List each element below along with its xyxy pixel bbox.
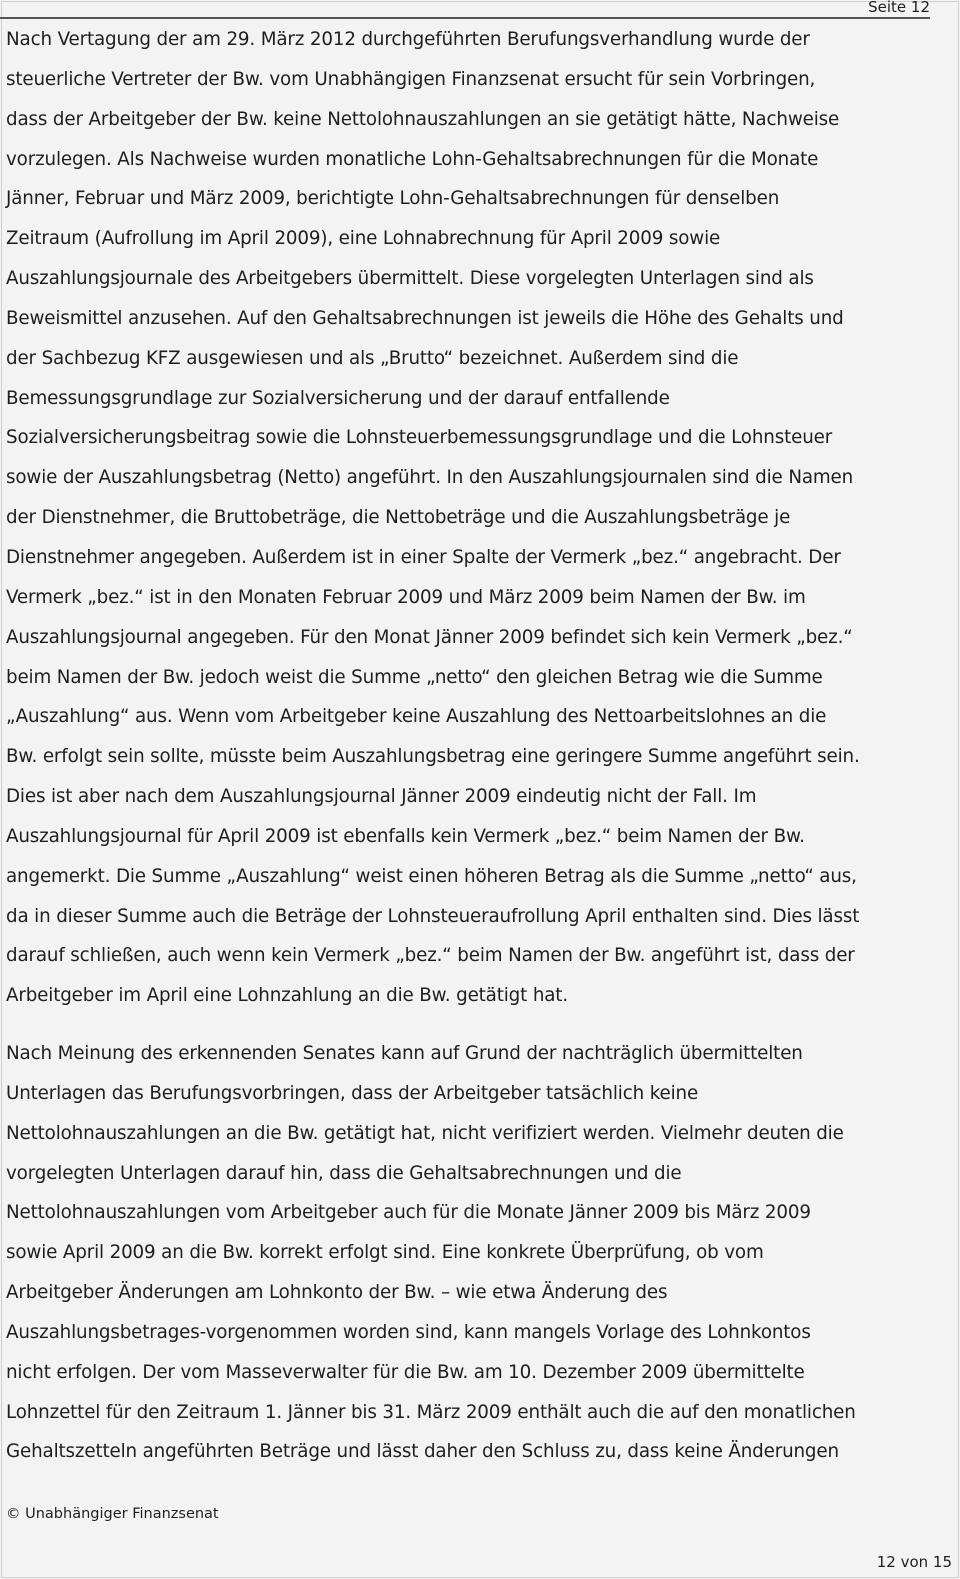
text-line: der Dienstnehmer, die Bruttobeträge, die Nettobeträge und die Auszahlungsbeträge je <box>6 507 791 529</box>
text-line: Dies ist aber nach dem Auszahlungsjournal Jänner 2009 eindeutig nicht der Fall. Im <box>6 786 757 808</box>
text-line: steuerliche Vertreter der Bw. vom Unabhängigen Finanzsenat ersucht für sein Vorbringen, <box>6 68 816 90</box>
paragraph-1 <box>6 20 860 1016</box>
text-line: sowie April 2009 an die Bw. korrekt erfolgt sind. Eine konkrete Überprüfung, ob vom <box>6 1242 764 1264</box>
paragraph-2 <box>6 1034 856 1472</box>
text-line: Beweismittel anzusehen. Auf den Gehaltsabrechnungen ist jeweils die Höhe des Gehalts und <box>6 307 844 329</box>
text-line: da in dieser Summe auch die Beträge der Lohnsteueraufrollung April enthalten sind. Dies lässt <box>6 905 860 927</box>
text-line: beim Namen der Bw. jedoch weist die Summe „netto“ den gleichen Betrag wie die Summe <box>6 666 823 688</box>
footer-copyright: © Unabhängiger Finanzsenat <box>6 1506 219 1522</box>
text-line: Arbeitgeber Änderungen am Lohnkonto der Bw. – wie etwa Änderung des <box>6 1282 668 1304</box>
page-header-label: Seite 12 <box>868 0 930 16</box>
text-line: Unterlagen das Berufungsvorbringen, dass der Arbeitgeber tatsächlich keine <box>6 1082 699 1104</box>
page-count: 12 von 15 <box>876 1553 952 1571</box>
text-line: Nettolohnauszahlungen vom Arbeitgeber auch für die Monate Jänner 2009 bis März 2009 <box>6 1202 811 1224</box>
text-line: Nach Vertagung der am 29. März 2012 durchgeführten Berufungsverhandlung wurde der <box>6 29 810 50</box>
text-line: Auszahlungsjournal für April 2009 ist ebenfalls kein Vermerk „bez.“ beim Namen der Bw. <box>6 825 805 847</box>
text-line: Sozialversicherungsbeitrag sowie die Lohnsteuerbemessungsgrundlage und die Lohnsteuer <box>6 427 833 449</box>
text-line: Arbeitgeber im April eine Lohnzahlung an die Bw. getätigt hat. <box>6 985 568 1007</box>
text-line: Bemessungsgrundlage zur Sozialversicherung und der darauf entfallende <box>6 387 670 409</box>
text-line: Dienstnehmer angegeben. Außerdem ist in einer Spalte der Vermerk „bez.“ angebracht. Der <box>6 546 841 568</box>
text-line: Bw. erfolgt sein sollte, müsste beim Auszahlungsbetrag eine geringere Summe angeführt sein. <box>6 746 860 768</box>
header-rule <box>0 17 930 19</box>
text-line: vorgelegten Unterlagen darauf hin, dass die Gehaltsabrechnungen und die <box>6 1162 682 1184</box>
text-line: sowie der Auszahlungsbetrag (Netto) angeführt. In den Auszahlungsjournalen sind die Namen <box>6 467 854 489</box>
text-line: darauf schließen, auch wenn kein Vermerk „bez.“ beim Namen der Bw. angeführt ist, dass der <box>6 945 855 967</box>
text-line: vorzulegen. Als Nachweise wurden monatliche Lohn-Gehaltsabrechnungen für die Monate <box>6 148 819 170</box>
text-line: angemerkt. Die Summe „Auszahlung“ weist einen höheren Betrag als die Summe „netto“ aus, <box>6 865 857 887</box>
text-line: Lohnzettel für den Zeitraum 1. Jänner bis 31. März 2009 enthält auch die auf den monatlichen <box>6 1401 856 1423</box>
text-line: nicht erfolgen. Der vom Masseverwalter für die Bw. am 10. Dezember 2009 übermittelte <box>6 1361 805 1383</box>
text-line: Zeitraum (Aufrollung im April 2009), eine Lohnabrechnung für April 2009 sowie <box>6 228 721 250</box>
text-line: Jänner, Februar und März 2009, berichtigte Lohn-Gehaltsabrechnungen für denselben <box>6 188 780 210</box>
text-line: Vermerk „bez.“ ist in den Monaten Februar 2009 und März 2009 beim Namen der Bw. im <box>6 586 806 608</box>
text-line: Nettolohnauszahlungen an die Bw. getätigt hat, nicht verifiziert werden. Vielmehr deuten die <box>6 1122 844 1144</box>
text-line: dass der Arbeitgeber der Bw. keine Nettolohnauszahlungen an sie getätigt hätte, Nachweise <box>6 108 840 130</box>
text-line: Auszahlungsbetrages-vorgenommen worden sind, kann mangels Vorlage des Lohnkontos <box>6 1321 811 1343</box>
text-line: Auszahlungsjournale des Arbeitgebers übermittelt. Diese vorgelegten Unterlagen sind als <box>6 268 814 290</box>
text-line: Nach Meinung des erkennenden Senates kann auf Grund der nachträglich übermittelten <box>6 1043 803 1064</box>
text-line: der Sachbezug KFZ ausgewiesen und als „Brutto“ bezeichnet. Außerdem sind die <box>6 347 739 369</box>
text-line: Auszahlungsjournal angegeben. Für den Monat Jänner 2009 befindet sich kein Vermerk „bez.“ <box>6 626 853 648</box>
text-line: „Auszahlung“ aus. Wenn vom Arbeitgeber keine Auszahlung des Nettoarbeitslohnes an die <box>6 706 827 728</box>
text-line: Gehaltszetteln angeführten Beträge und lässt daher den Schluss zu, dass keine Änderungen <box>6 1441 839 1463</box>
